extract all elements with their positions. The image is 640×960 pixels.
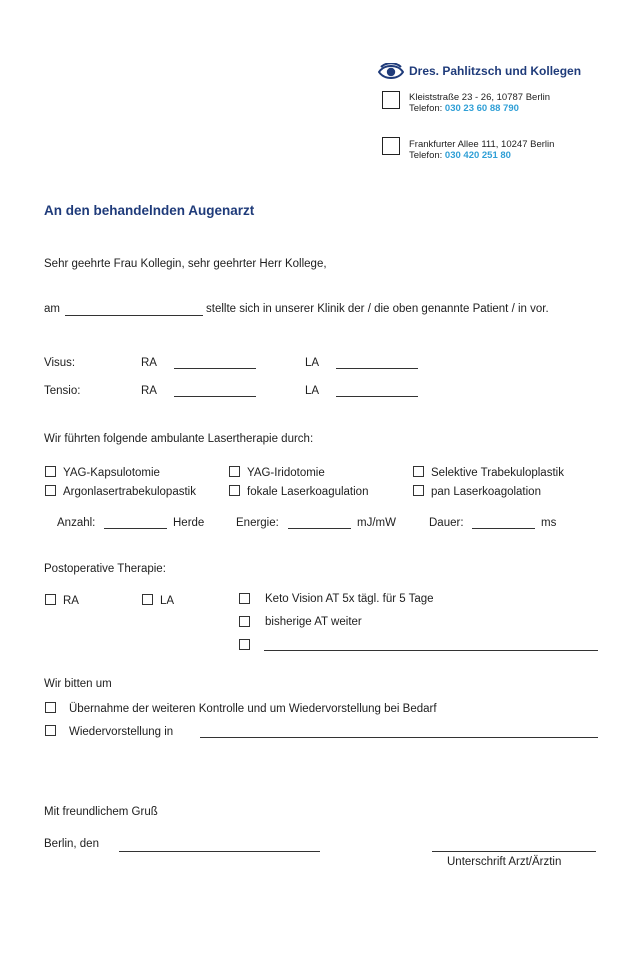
page-title: An den behandelnden Augenarzt — [44, 203, 255, 218]
tensio-label: Tensio: — [44, 385, 81, 397]
energie-label: Energie: — [236, 517, 279, 529]
intro-prefix: am — [44, 303, 60, 315]
laser-option-label: pan Laserkoagolation — [431, 486, 541, 498]
laser-option-label: YAG-Kapsulotomie — [63, 467, 160, 479]
laser-option-checkbox[interactable] — [413, 466, 424, 477]
signature-label: Unterschrift Arzt/Ärztin — [447, 856, 562, 868]
visus-ra-label: RA — [141, 357, 157, 369]
laser-heading: Wir führten folgende ambulante Lasertherapie durch: — [44, 433, 314, 445]
laser-option-checkbox[interactable] — [45, 485, 56, 496]
dauer-unit: ms — [541, 517, 557, 529]
postop-la-label: LA — [160, 595, 175, 607]
request-option-label: Wiedervorstellung in — [69, 726, 174, 738]
greeting: Sehr geehrte Frau Kollegin, sehr geehrter Herr Kollege, — [44, 258, 327, 270]
laser-option-label: Argonlasertrabekulopastik — [63, 486, 196, 498]
anzahl-field[interactable] — [104, 528, 167, 529]
therapy-option-checkbox[interactable] — [239, 616, 250, 627]
eye-icon — [378, 63, 404, 81]
visus-label: Visus: — [44, 357, 76, 369]
visus-ra-field[interactable] — [174, 368, 256, 369]
intro-date-field[interactable] — [65, 315, 203, 316]
laser-option-checkbox[interactable] — [45, 466, 56, 477]
therapy-other-checkbox[interactable] — [239, 639, 250, 650]
energie-unit: mJ/mW — [357, 517, 396, 529]
laser-option-label: fokale Laserkoagulation — [247, 486, 369, 498]
visus-la-field[interactable] — [336, 368, 418, 369]
postop-heading: Postoperative Therapie: — [44, 563, 166, 575]
signature-field[interactable] — [432, 851, 596, 852]
laser-option-checkbox[interactable] — [229, 485, 240, 496]
wiedervorstellung-field[interactable] — [200, 737, 598, 738]
request-option-label: Übernahme der weiteren Kontrolle und um Wiedervorstellung bei Bedarf — [69, 703, 437, 715]
location-1-checkbox[interactable] — [382, 91, 400, 109]
therapy-option-checkbox[interactable] — [239, 593, 250, 604]
tensio-ra-field[interactable] — [174, 396, 256, 397]
request-option-checkbox[interactable] — [45, 725, 56, 736]
date-field[interactable] — [119, 851, 320, 852]
tensio-la-label: LA — [305, 385, 320, 397]
request-option-checkbox[interactable] — [45, 702, 56, 713]
place-date-label: Berlin, den — [44, 838, 99, 850]
laser-option-checkbox[interactable] — [229, 466, 240, 477]
location-1-address: Kleiststraße 23 - 26, 10787 Berlin — [409, 92, 550, 103]
practice-name: Dres. Pahlitzsch und Kollegen — [409, 64, 582, 78]
closing-salutation: Mit freundlichem Gruß — [44, 806, 158, 818]
laser-option-label: Selektive Trabekuloplastik — [431, 467, 564, 479]
tensio-la-field[interactable] — [336, 396, 418, 397]
anzahl-label: Anzahl: — [57, 517, 96, 529]
visus-la-label: LA — [305, 357, 320, 369]
therapy-option-label: bisherige AT weiter — [265, 616, 362, 628]
location-1-phone-label: Telefon: — [409, 103, 443, 114]
herde-label: Herde — [173, 517, 205, 529]
therapy-option-label: Keto Vision AT 5x tägl. für 5 Tage — [265, 593, 434, 605]
location-2-checkbox[interactable] — [382, 137, 400, 155]
location-1-phone: 030 23 60 88 790 — [444, 103, 519, 114]
location-2-phone: 030 420 251 80 — [444, 150, 511, 161]
location-1-phone-line — [409, 103, 519, 114]
intro-suffix: stellte sich in unserer Klinik der / die oben genannte Patient / in vor. — [206, 303, 549, 315]
request-heading: Wir bitten um — [44, 678, 112, 690]
tensio-ra-label: RA — [141, 385, 157, 397]
location-2-phone-label: Telefon: — [409, 150, 443, 161]
postop-ra-label: RA — [63, 595, 79, 607]
postop-ra-checkbox[interactable] — [45, 594, 56, 605]
dauer-field[interactable] — [472, 528, 535, 529]
laser-option-checkbox[interactable] — [413, 485, 424, 496]
energie-field[interactable] — [288, 528, 351, 529]
location-2-phone-line — [409, 150, 511, 161]
dauer-label: Dauer: — [429, 517, 464, 529]
postop-la-checkbox[interactable] — [142, 594, 153, 605]
location-2-address: Frankfurter Allee 111, 10247 Berlin — [409, 139, 555, 150]
laser-option-label: YAG-Iridotomie — [247, 467, 325, 479]
therapy-other-field[interactable] — [264, 650, 598, 651]
